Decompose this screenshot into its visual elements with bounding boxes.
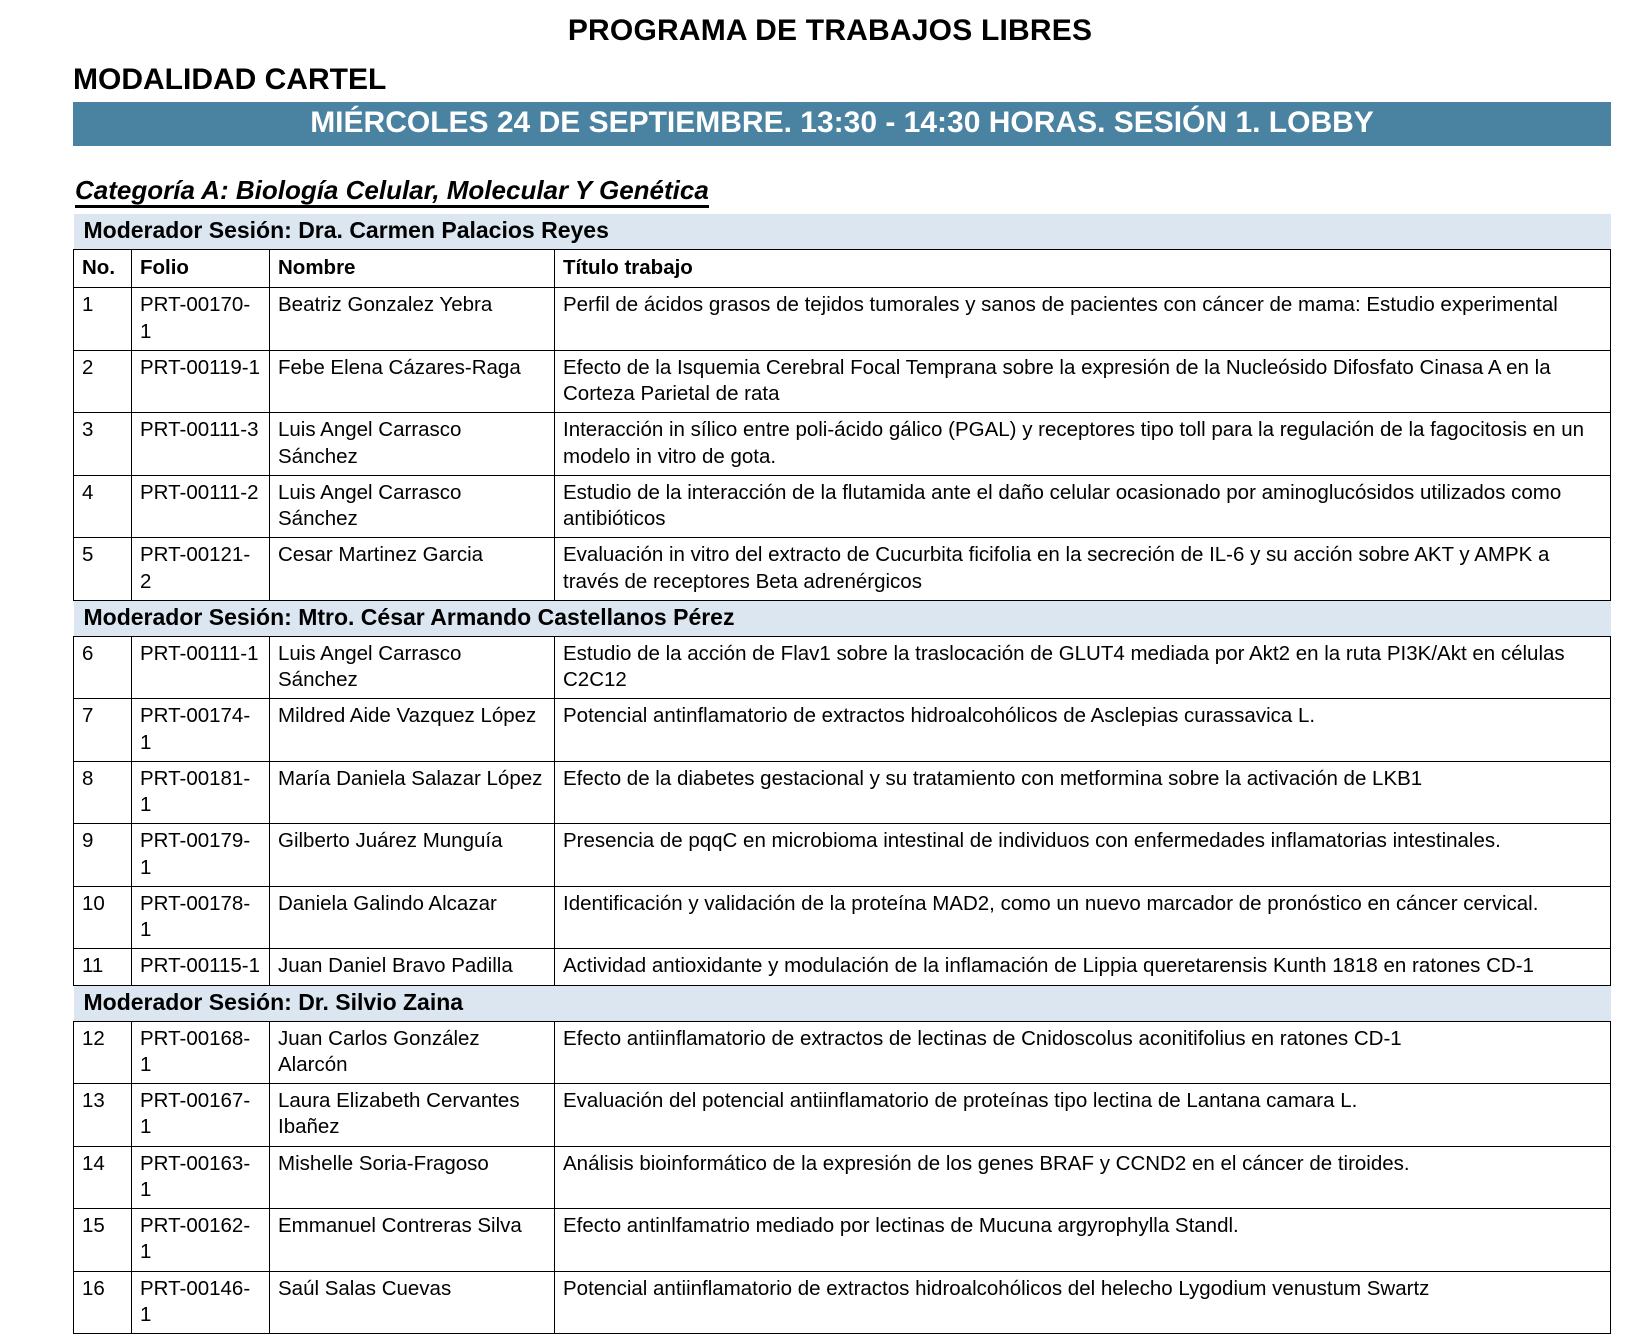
table-row [74, 949, 1611, 985]
cell-no: 1 [74, 288, 132, 350]
moderator-label: Moderador Sesión: Dr. Silvio Zaina [74, 985, 1611, 1021]
cell-nombre: Laura Elizabeth Cervantes Ibañez [270, 1084, 555, 1146]
table-row [74, 824, 1611, 886]
cell-no: 9 [74, 824, 132, 886]
table-row [74, 761, 1611, 823]
cell-folio: PRT-00163-1 [132, 1146, 270, 1208]
cell-nombre: Cesar Martinez Garcia [270, 538, 555, 600]
cell-folio: PRT-00121-2 [132, 538, 270, 600]
cell-no: 14 [74, 1146, 132, 1208]
cell-nombre: Daniela Galindo Alcazar [270, 886, 555, 948]
cell-titulo: Evaluación in vitro del extracto de Cucurbita ficifolia en la secreción de IL-6 y su acción sobre AKT y AMPK a través de receptores Beta adrenérgicos [555, 538, 1611, 600]
cell-no: 11 [74, 949, 132, 985]
program-table [73, 214, 1611, 1334]
cell-titulo: Efecto antinlfamatrio mediado por lectinas de Mucuna argyrophylla Standl. [555, 1209, 1611, 1271]
document-title: PROGRAMA DE TRABAJOS LIBRES [567, 14, 1093, 47]
cell-folio: PRT-00111-3 [132, 413, 270, 475]
cell-titulo: Efecto antiinflamatorio de extractos de lectinas de Cnidoscolus aconitifolius en ratones CD-1 [555, 1021, 1611, 1083]
table-row [74, 1084, 1611, 1146]
cell-folio: PRT-00179-1 [132, 824, 270, 886]
cell-titulo: Potencial antinflamatorio de extractos hidroalcohólicos de Asclepias curassavica L. [555, 699, 1611, 761]
cell-titulo: Efecto de la diabetes gestacional y su tratamiento con metformina sobre la activación de LKB1 [555, 761, 1611, 823]
table-row [74, 350, 1611, 412]
cell-no: 12 [74, 1021, 132, 1083]
table-header-row [74, 250, 1611, 288]
cell-titulo: Estudio de la acción de Flav1 sobre la traslocación de GLUT4 mediada por Akt2 en la ruta PI3K/Akt en células C2C12 [555, 636, 1611, 698]
cell-titulo: Análisis bioinformático de la expresión de los genes BRAF y CCND2 en el cáncer de tiroides. [555, 1146, 1611, 1208]
cell-nombre: Gilberto Juárez Munguía [270, 824, 555, 886]
cell-folio: PRT-00168-1 [132, 1021, 270, 1083]
cell-no: 4 [74, 475, 132, 537]
cell-folio: PRT-00181-1 [132, 761, 270, 823]
cell-nombre: Luis Angel Carrasco Sánchez [270, 475, 555, 537]
table-row [74, 699, 1611, 761]
cell-folio: PRT-00178-1 [132, 886, 270, 948]
cell-titulo: Perfil de ácidos grasos de tejidos tumorales y sanos de pacientes con cáncer de mama: Estudio experimental [555, 288, 1611, 350]
cell-no: 7 [74, 699, 132, 761]
category-heading [0, 176, 1650, 209]
cell-no: 5 [74, 538, 132, 600]
cell-folio: PRT-00111-2 [132, 475, 270, 537]
program-table-body [74, 214, 1611, 1333]
session-date-banner: MIÉRCOLES 24 DE SEPTIEMBRE. 13:30 - 14:30 HORAS. SESIÓN 1. LOBBY [73, 102, 1611, 146]
cell-nombre: Mishelle Soria-Fragoso [270, 1146, 555, 1208]
cell-folio: PRT-00111-1 [132, 636, 270, 698]
cell-nombre: Febe Elena Cázares-Raga [270, 350, 555, 412]
table-row [74, 636, 1611, 698]
cell-titulo: Efecto de la Isquemia Cerebral Focal Temprana sobre la expresión de la Nucleósido Difosfato Cinasa A en la Corteza Parietal de rata [555, 350, 1611, 412]
cell-titulo: Potencial antiinflamatorio de extractos hidroalcohólicos del helecho Lygodium venustum Swartz [555, 1271, 1611, 1333]
cell-no: 15 [74, 1209, 132, 1271]
cell-titulo: Actividad antioxidante y modulación de la inflamación de Lippia queretarensis Kunth 1818 en ratones CD-1 [555, 949, 1611, 985]
modality-heading: MODALIDAD CARTEL [73, 63, 387, 96]
cell-folio: PRT-00162-1 [132, 1209, 270, 1271]
cell-nombre: Luis Angel Carrasco Sánchez [270, 636, 555, 698]
cell-no: 3 [74, 413, 132, 475]
moderator-row [74, 214, 1611, 250]
column-header-2: Nombre [270, 250, 555, 288]
table-row [74, 288, 1611, 350]
moderator-row [74, 985, 1611, 1021]
cell-folio: PRT-00174-1 [132, 699, 270, 761]
cell-nombre: Beatriz Gonzalez Yebra [270, 288, 555, 350]
cell-titulo: Estudio de la interacción de la flutamida ante el daño celular ocasionado por aminoglucósidos utilizados como antibióticos [555, 475, 1611, 537]
column-header-0: No. [74, 250, 132, 288]
table-row [74, 1271, 1611, 1333]
column-header-1: Folio [132, 250, 270, 288]
cell-no: 16 [74, 1271, 132, 1333]
cell-no: 8 [74, 761, 132, 823]
cell-nombre: Mildred Aide Vazquez López [270, 699, 555, 761]
cell-folio: PRT-00119-1 [132, 350, 270, 412]
table-row [74, 1021, 1611, 1083]
cell-no: 13 [74, 1084, 132, 1146]
cell-no: 2 [74, 350, 132, 412]
cell-nombre: Luis Angel Carrasco Sánchez [270, 413, 555, 475]
moderator-label: Moderador Sesión: Dra. Carmen Palacios Reyes [74, 214, 1611, 250]
table-row [74, 413, 1611, 475]
cell-titulo: Presencia de pqqC en microbioma intestinal de individuos con enfermedades inflamatorias intestinales. [555, 824, 1611, 886]
cell-nombre: Saúl Salas Cuevas [270, 1271, 555, 1333]
moderator-row [74, 600, 1611, 636]
cell-folio: PRT-00115-1 [132, 949, 270, 985]
table-row [74, 886, 1611, 948]
table-row [74, 1209, 1611, 1271]
cell-no: 10 [74, 886, 132, 948]
cell-no: 6 [74, 636, 132, 698]
cell-titulo: Evaluación del potencial antiinflamatorio de proteínas tipo lectina de Lantana camara L. [555, 1084, 1611, 1146]
cell-nombre: María Daniela Salazar López [270, 761, 555, 823]
cell-titulo: Interacción in sílico entre poli-ácido gálico (PGAL) y receptores tipo toll para la regulación de la fagocitosis en un modelo in vitro de gota. [555, 413, 1611, 475]
cell-folio: PRT-00167-1 [132, 1084, 270, 1146]
program-page [0, 14, 1650, 1326]
cell-nombre: Juan Carlos González Alarcón [270, 1021, 555, 1083]
cell-folio: PRT-00146-1 [132, 1271, 270, 1333]
cell-nombre: Juan Daniel Bravo Padilla [270, 949, 555, 985]
column-header-3: Título trabajo [555, 250, 1611, 288]
table-row [74, 475, 1611, 537]
cell-titulo: Identificación y validación de la proteína MAD2, como un nuevo marcador de pronóstico en cáncer cervical. [555, 886, 1611, 948]
category-heading-text: Categoría A: Biología Celular, Molecular Y Genética [75, 176, 709, 209]
table-row [74, 1146, 1611, 1208]
table-row [74, 538, 1611, 600]
cell-folio: PRT-00170-1 [132, 288, 270, 350]
moderator-label: Moderador Sesión: Mtro. César Armando Castellanos Pérez [74, 600, 1611, 636]
cell-nombre: Emmanuel Contreras Silva [270, 1209, 555, 1271]
